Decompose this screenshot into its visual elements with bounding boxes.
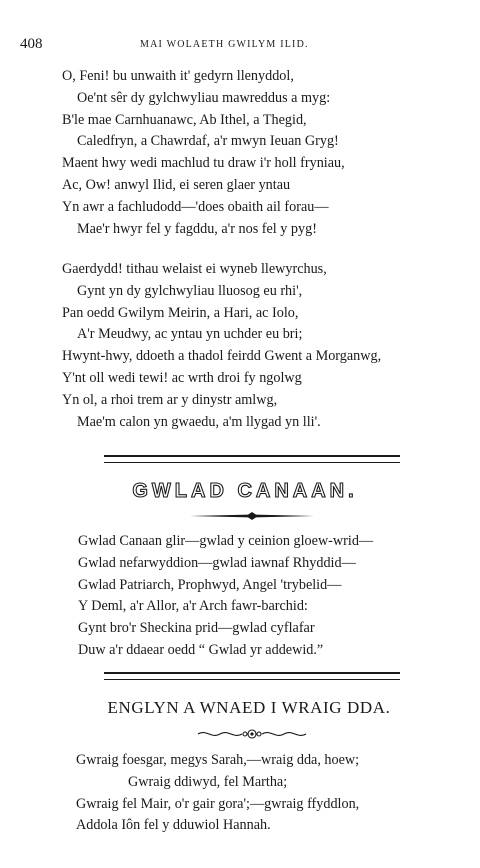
verse-line: Duw a'r ddaear oedd “ Gwlad yr addewid.”	[78, 641, 324, 658]
verse-line: Gaerdydd! tithau welaist ei wyneb llewyrchus,	[62, 261, 327, 277]
verse-line: Maent hwy wedi machlud tu draw i'r holl fryniau,	[62, 155, 345, 172]
stanza-one	[62, 66, 462, 240]
verse-line: Yn ol, a rhoi trem ar y dinystr amlwg,	[62, 391, 278, 408]
verse-line: Gwlad Canaan glir—gwlad y ceinion gloew-wrid—	[78, 533, 374, 549]
scroll-ornament	[196, 727, 308, 741]
verse-line: Addola Iôn fel y dduwiol Hannah.	[76, 817, 271, 834]
verse-line: Caledfryn, a Chawrdaf, a'r mwyn Ieuan Gryg!	[77, 133, 339, 150]
verse-line: Hwynt-hwy, ddoeth a thadol feirdd Gwent a Morganwg,	[62, 348, 382, 365]
verse-line: B'le mae Carnhuanawc, Ab Ithel, a Thegid,	[62, 111, 307, 128]
double-rule-divider	[104, 455, 400, 463]
verse-line: Yn awr a fachludodd—'does obaith ail forau—	[62, 198, 329, 215]
page-number: 408	[20, 36, 43, 52]
verse-line: Gwraig ddiwyd, fel Martha;	[128, 773, 288, 790]
verse-line: Mae'r hwyr fel y fagddu, a'r nos fel y pyg!	[77, 220, 317, 237]
verse-line: Gynt bro'r Sheckina prid—gwlad cyflafar	[78, 620, 315, 637]
verse-line: Y'nt oll wedi tewi! ac wrth droi fy ngolwg	[62, 369, 302, 386]
verse-line: Gwraig fel Mair, o'r gair gora';—gwraig ffyddlon,	[76, 795, 360, 812]
dagger-rule-ornament	[190, 512, 314, 520]
verse-line: Gwlad nefarwyddion—gwlad iawnaf Rhyddid—	[78, 554, 356, 571]
double-rule-divider	[104, 672, 400, 680]
section-title-englyn: ENGLYN A WNAED I WRAIG DDA.	[107, 698, 391, 717]
verse-line: Mae'm calon yn gwaedu, a'm llygad yn lli'.	[77, 413, 321, 430]
verse-line: Y Deml, a'r Allor, a'r Arch fawr-barchid:	[78, 598, 308, 615]
verse-line: O, Feni! bu unwaith it' gedyrn llenyddol,	[62, 68, 294, 84]
section-two-verse	[76, 750, 476, 837]
running-head: MAI WOLAETH GWILYM ILID.	[140, 39, 309, 50]
section-title-gwlad-canaan: GWLAD CANAAN.	[132, 480, 358, 502]
page-header	[20, 36, 460, 56]
verse-line: A'r Meudwy, ac yntau yn uchder eu bri;	[77, 326, 303, 343]
verse-line: Gwraig foesgar, megys Sarah,—wraig dda, hoew;	[76, 752, 360, 768]
verse-line: Pan oedd Gwilym Meirin, a Hari, ac Iolo,	[62, 304, 299, 321]
verse-line: Gwlad Patriarch, Prophwyd, Angel 'trybelid—	[78, 576, 342, 593]
verse-line: Ac, Ow! anwyl Ilid, ei seren glaer yntau	[62, 176, 291, 193]
stanza-two	[62, 259, 462, 433]
section-one-verse	[78, 531, 478, 662]
verse-line: Gynt yn dy gylchwyliau lluosog eu rhi',	[77, 282, 303, 299]
verse-line: Oe'nt sêr dy gylchwyliau mawreddus a myg:	[77, 89, 331, 106]
